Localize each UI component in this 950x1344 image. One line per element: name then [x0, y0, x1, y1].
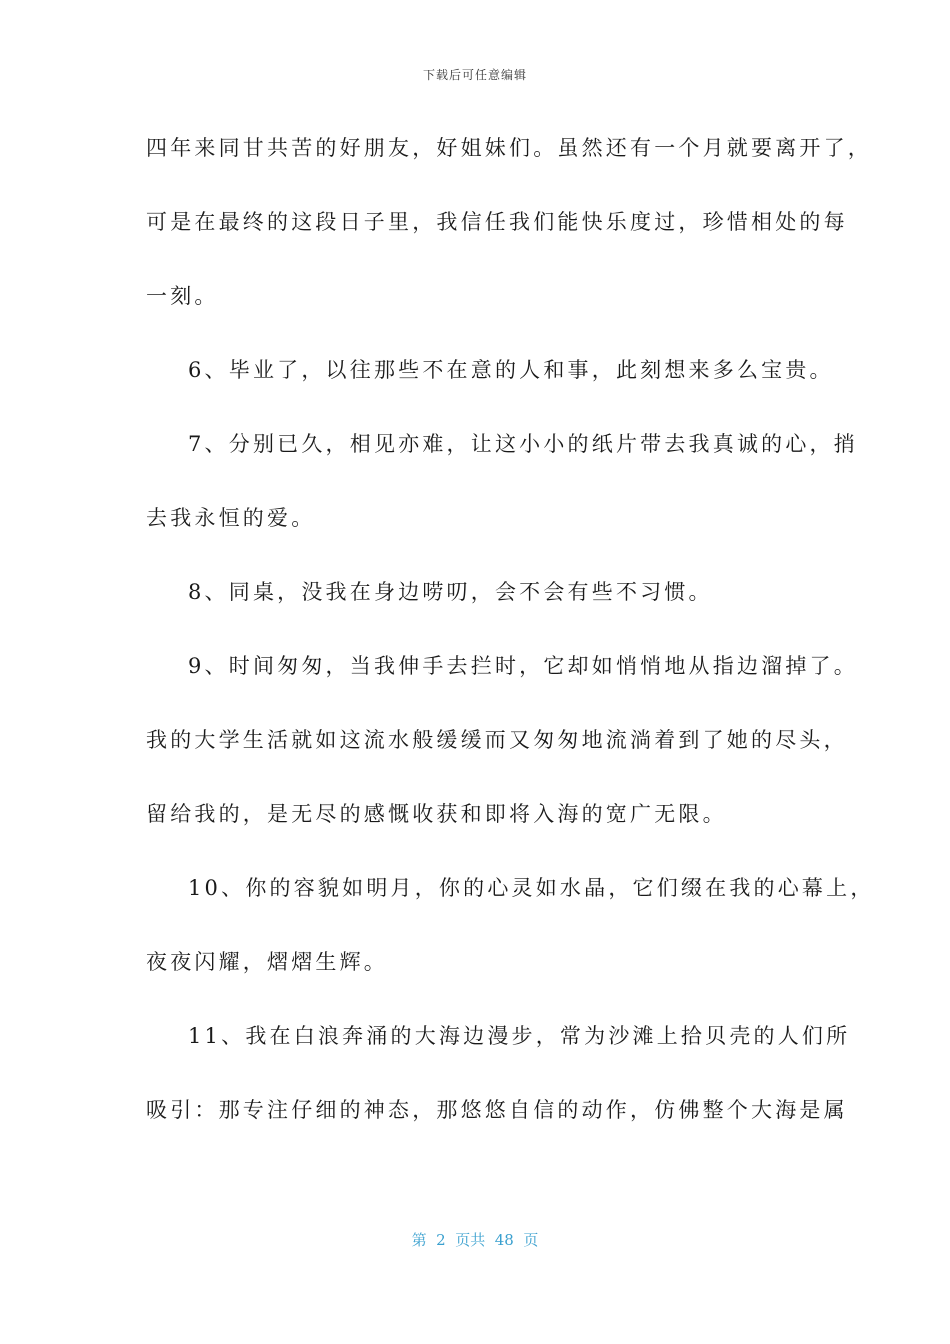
list-item-9: 9、时间匆匆，当我伸手去拦时，它却如悄悄地从指边溜掉了。 [188, 654, 858, 678]
text-line: 留给我的，是无尽的感慨收获和即将入海的宽广无限。 [146, 802, 727, 826]
text-line: 夜夜闪耀，熠熠生辉。 [146, 950, 388, 974]
text-line: 一刻。 [146, 284, 219, 308]
list-item-10: 10、你的容貌如明月，你的心灵如水晶，它们缀在我的心幕上， [188, 876, 875, 900]
text-line: 可是在最终的这段日子里，我信任我们能快乐度过，珍惜相处的每 [146, 210, 848, 234]
text-line: 去我永恒的爱。 [146, 506, 316, 530]
list-item-6: 6、毕业了，以往那些不在意的人和事，此刻想来多么宝贵。 [188, 358, 834, 382]
list-item-11: 11、我在白浪奔涌的大海边漫步，常为沙滩上拾贝壳的人们所 [188, 1024, 851, 1048]
text-line: 四年来同甘共苦的好朋友，好姐妹们。虽然还有一个月就要离开了， [146, 136, 872, 160]
text-line: 吸引：那专注仔细的神态，那悠悠自信的动作，仿佛整个大海是属 [146, 1098, 848, 1122]
list-item-8: 8、同桌，没我在身边唠叨，会不会有些不习惯。 [188, 580, 713, 604]
page-header: 下载后可任意编辑 [422, 68, 527, 82]
page-number-footer: 第 2 页共 48 页 [411, 1231, 539, 1249]
document-body [146, 129, 875, 1165]
list-item-7: 7、分别已久，相见亦难，让这小小的纸片带去我真诚的心，捎 [188, 432, 858, 456]
text-line: 我的大学生活就如这流水般缓缓而又匆匆地流淌着到了她的尽头， [146, 728, 848, 752]
